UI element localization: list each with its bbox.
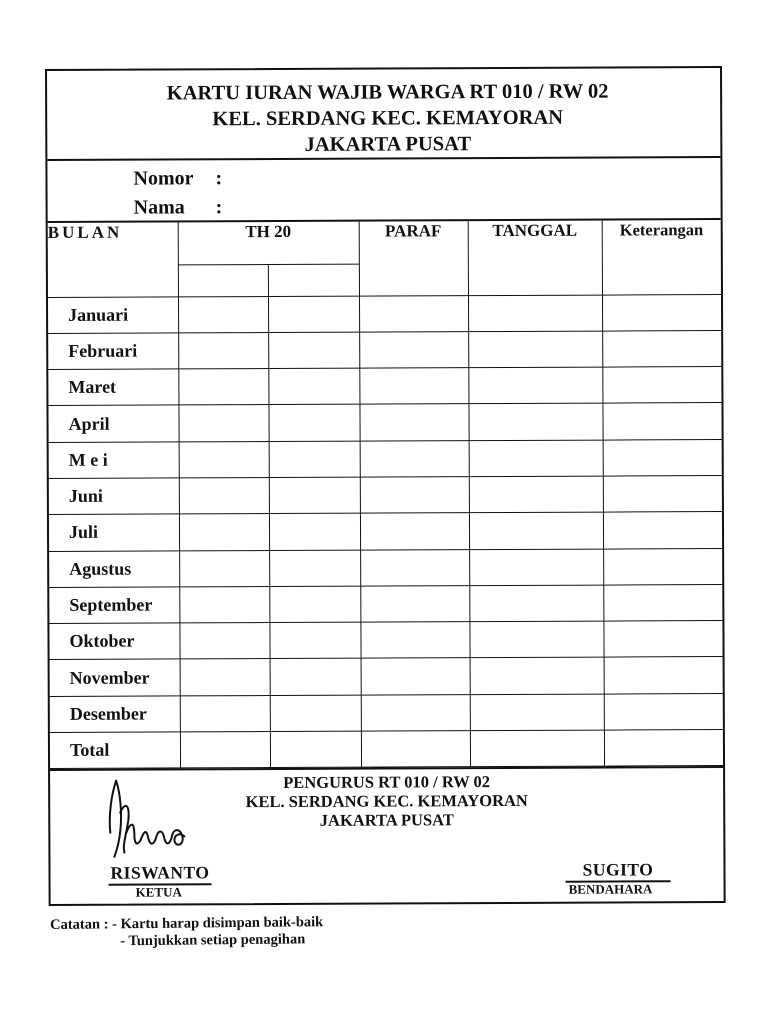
month-label: April — [48, 405, 178, 442]
entry-cell[interactable] — [604, 657, 723, 694]
entry-cell[interactable] — [269, 513, 360, 550]
month-label: Oktober — [49, 623, 179, 660]
entry-cell[interactable] — [359, 404, 468, 441]
table-row — [48, 367, 721, 406]
table-row — [50, 693, 723, 732]
entry-cell[interactable] — [603, 512, 722, 549]
table-row — [48, 294, 721, 333]
month-label: Agustus — [49, 550, 179, 587]
nomor-colon: : — [215, 167, 223, 190]
entry-cell[interactable] — [603, 621, 722, 658]
note-line-1: Catatan : - Kartu harap disimpan baik-baik — [50, 914, 324, 933]
ketua-signature — [100, 773, 220, 864]
entry-cell[interactable] — [359, 331, 468, 368]
entry-cell[interactable] — [602, 403, 721, 440]
entry-cell[interactable] — [602, 367, 721, 404]
entry-cell[interactable] — [468, 331, 602, 368]
entry-cell[interactable] — [468, 295, 602, 332]
bendahara-name: SUGITO — [565, 860, 670, 883]
entry-cell[interactable] — [179, 478, 269, 515]
month-label: Januari — [48, 296, 178, 333]
ketua-name: RISWANTO — [108, 863, 211, 886]
month-label: September — [49, 587, 179, 624]
month-label: Desember — [50, 696, 180, 733]
nomor-row — [133, 162, 720, 194]
notes — [50, 914, 323, 951]
entry-cell[interactable] — [179, 441, 269, 478]
title-line-1: KARTU IURAN WAJIB WARGA RT 010 / RW 02 — [166, 80, 609, 105]
entry-cell[interactable] — [470, 658, 604, 695]
entry-cell[interactable] — [269, 586, 360, 623]
entry-cell[interactable] — [270, 659, 361, 696]
table-row — [50, 730, 723, 769]
entry-cell[interactable] — [179, 514, 269, 551]
entry-cell[interactable] — [602, 294, 721, 331]
note-line-2: - Tunjukkan setiap penagihan — [120, 931, 306, 950]
month-label: M e i — [49, 442, 179, 479]
entry-cell[interactable] — [361, 731, 470, 768]
entry-cell[interactable] — [270, 731, 361, 768]
nama-label: Nama — [133, 196, 185, 219]
entry-cell[interactable] — [359, 368, 468, 405]
entry-cell[interactable] — [603, 584, 722, 621]
entry-cell[interactable] — [178, 405, 268, 442]
entry-cell[interactable] — [361, 658, 470, 695]
entry-cell[interactable] — [469, 512, 603, 549]
entry-cell[interactable] — [469, 585, 603, 622]
entry-cell[interactable] — [468, 403, 602, 440]
month-label: Februari — [48, 333, 178, 370]
entry-cell[interactable] — [180, 695, 270, 732]
table-row — [48, 330, 721, 369]
year-subcell-2 — [268, 264, 359, 296]
entry-cell[interactable] — [469, 549, 603, 586]
table-row — [49, 476, 722, 515]
dues-card — [45, 66, 726, 906]
title-line-3: JAKARTA PUSAT — [304, 133, 472, 156]
entry-cell[interactable] — [179, 550, 269, 587]
entry-cell[interactable] — [470, 730, 604, 767]
entry-cell[interactable] — [178, 332, 268, 369]
entry-cell[interactable] — [269, 622, 360, 659]
payment-table — [48, 220, 723, 769]
bendahara-role: BENDAHARA — [568, 881, 653, 898]
ketua-role: KETUA — [135, 884, 182, 900]
entry-cell[interactable] — [268, 405, 359, 442]
entry-cell[interactable] — [468, 367, 602, 404]
table-row — [50, 657, 723, 696]
entry-cell[interactable] — [603, 476, 722, 513]
nama-colon: : — [215, 196, 223, 219]
entry-cell[interactable] — [361, 694, 470, 731]
month-label: November — [50, 659, 180, 696]
entry-cell[interactable] — [360, 513, 469, 550]
month-label: Total — [50, 732, 180, 769]
entry-cell[interactable] — [360, 622, 469, 659]
header-keterangan: Keterangan — [602, 220, 721, 295]
month-rows — [48, 294, 723, 769]
pengurus-line-2: KEL. SERDANG KEC. KEMAYORAN — [245, 791, 528, 812]
header-paraf: PARAF — [359, 221, 468, 295]
month-label: Juli — [49, 514, 179, 551]
entry-cell[interactable] — [603, 548, 722, 585]
pengurus-line-3: JAKARTA PUSAT — [319, 810, 454, 831]
pengurus-line-1: PENGURUS RT 010 / RW 02 — [283, 772, 491, 793]
entry-cell[interactable] — [180, 732, 270, 769]
entry-cell[interactable] — [360, 586, 469, 623]
entry-cell[interactable] — [270, 695, 361, 732]
table-row — [49, 512, 722, 551]
entry-cell[interactable] — [269, 477, 360, 514]
nama-row — [134, 191, 721, 223]
entry-cell[interactable] — [268, 332, 359, 369]
entry-cell[interactable] — [603, 439, 722, 476]
header-year: TH 20 — [178, 222, 359, 265]
table-row — [49, 621, 722, 660]
entry-cell[interactable] — [360, 549, 469, 586]
entry-cell[interactable] — [179, 586, 269, 623]
entry-cell[interactable] — [360, 477, 469, 514]
month-label: Maret — [48, 369, 178, 406]
entry-cell[interactable] — [360, 440, 469, 477]
year-subcell-1 — [178, 264, 268, 296]
entry-cell[interactable] — [269, 441, 360, 478]
entry-cell[interactable] — [269, 550, 360, 587]
entry-cell[interactable] — [470, 694, 604, 731]
table-row — [49, 584, 722, 623]
header-bulan: BULAN — [48, 222, 178, 297]
entry-cell[interactable] — [179, 623, 269, 660]
table-row — [48, 403, 721, 442]
header-tanggal: TANGGAL — [468, 221, 602, 296]
month-label: Juni — [49, 478, 179, 515]
entry-cell[interactable] — [178, 296, 268, 333]
identity-block — [47, 158, 720, 223]
entry-cell[interactable] — [469, 476, 603, 513]
entry-cell[interactable] — [602, 330, 721, 367]
nomor-label: Nomor — [133, 167, 194, 190]
entry-cell[interactable] — [268, 296, 359, 333]
title-line-2: KEL. SERDANG KEC. KEMAYORAN — [212, 106, 564, 131]
card-footer — [50, 766, 724, 910]
entry-cell[interactable] — [268, 368, 359, 405]
table-row — [49, 548, 722, 587]
entry-cell[interactable] — [469, 440, 603, 477]
entry-cell[interactable] — [604, 730, 723, 767]
card-header — [47, 68, 720, 161]
entry-cell[interactable] — [178, 369, 268, 406]
entry-cell[interactable] — [469, 621, 603, 658]
entry-cell[interactable] — [604, 693, 723, 730]
table-row — [49, 439, 722, 478]
entry-cell[interactable] — [359, 295, 468, 332]
entry-cell[interactable] — [180, 659, 270, 696]
